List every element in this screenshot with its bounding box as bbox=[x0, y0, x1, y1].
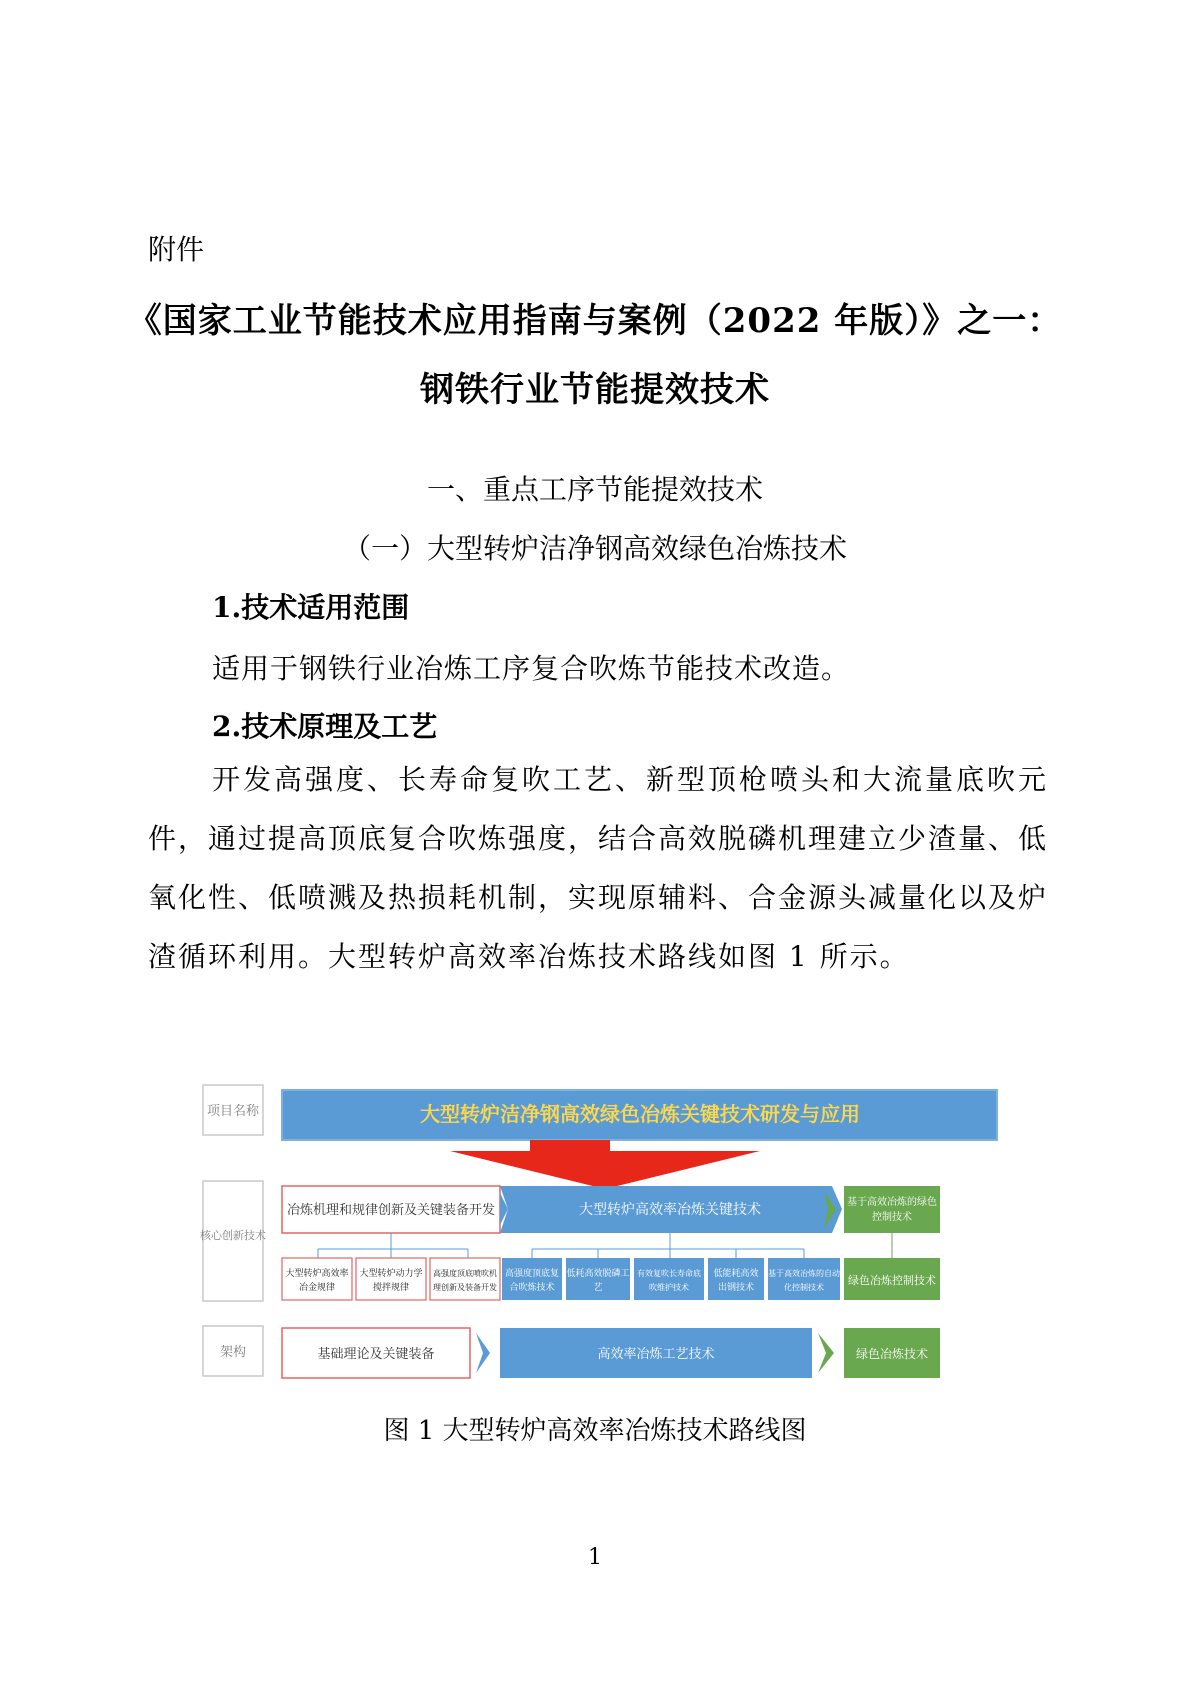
left-item-2-line1: 大型转炉动力学 bbox=[359, 1269, 423, 1279]
section-heading: 一、重点工序节能提效技术 bbox=[426, 473, 763, 506]
document-title-line2: 钢铁行业节能提效技术 bbox=[420, 370, 770, 410]
arch-right-box: 绿色冶炼技术 bbox=[855, 1347, 929, 1361]
item2-paragraph: 开发高强度、长寿命复吹工艺、新型顶枪喷头和大流量底吹元件，通过提高顶底复合吹炼强度，结合高效脱磷机理建立少渣量、低氧化性、低喷溅及热损耗机制，实现原辅料、合金源头减量化以及炉渣循环利用。大型转炉高效率冶炼技术路线如图 1 所示。 bbox=[148, 763, 1049, 973]
item1-heading: 1.技术适用范围 bbox=[212, 591, 410, 624]
mid-item-4-line2: 出钢技术 bbox=[717, 1283, 755, 1293]
row-label-architecture: 架构 bbox=[219, 1345, 247, 1360]
project-title: 大型转炉洁净钢高效绿色冶炼关键技术研发与应用 bbox=[420, 1102, 860, 1126]
attachment-label: 附件 bbox=[148, 233, 205, 266]
technology-roadmap-figure bbox=[200, 1083, 1000, 1388]
left-item-3-line1: 高强度顶底喷吹机 bbox=[433, 1269, 497, 1278]
left-item-1-line2: 冶金规律 bbox=[298, 1283, 336, 1293]
red-down-arrow bbox=[450, 1140, 760, 1189]
arch-left-box: 基础理论及关键装备 bbox=[317, 1347, 435, 1362]
right-item: 绿色冶炼控制技术 bbox=[848, 1274, 936, 1287]
core-left-box: 冶炼机理和规律创新及关键装备开发 bbox=[286, 1203, 496, 1218]
item1-text: 适用于钢铁行业冶炼工序复合吹炼节能技术改造。 bbox=[212, 652, 851, 685]
mid-item-3-line1: 有效复吹长寿命底 bbox=[637, 1269, 701, 1278]
arch-mid-box: 高效率冶炼工艺技术 bbox=[597, 1347, 715, 1362]
core-mid-box: 大型转炉高效率冶炼关键技术 bbox=[579, 1202, 761, 1218]
item2-heading: 2.技术原理及工艺 bbox=[212, 710, 438, 743]
chevron-icon bbox=[818, 1333, 834, 1373]
mid-item-4-line1: 低能耗高效 bbox=[713, 1269, 759, 1279]
mid-item-2-line1: 低耗高效脱磷工 bbox=[566, 1269, 630, 1279]
subsection-heading: （一）大型转炉洁净钢高效绿色冶炼技术 bbox=[342, 532, 847, 565]
left-item-2-line2: 搅拌规律 bbox=[372, 1283, 410, 1293]
row-label-core: 核心创新技术 bbox=[200, 1229, 266, 1242]
figure-caption: 图 1 大型转炉高效率冶炼技术路线图 bbox=[383, 1416, 807, 1446]
chevron-icon bbox=[476, 1333, 490, 1373]
page-number: 1 bbox=[588, 1545, 602, 1570]
core-right-line2: 控制技术 bbox=[872, 1212, 912, 1223]
core-right-line1: 基于高效冶炼的绿色 bbox=[847, 1197, 937, 1208]
mid-item-5-line2: 化控制技术 bbox=[784, 1283, 824, 1292]
document-title-line1: 《国家工业节能技术应用指南与案例（2022 年版）》之一： bbox=[127, 301, 1063, 341]
mid-item-5-line1: 基于高效冶炼的自动 bbox=[768, 1269, 840, 1278]
mid-item-1-line1: 高强度顶底复 bbox=[504, 1269, 560, 1279]
mid-item-3-line2: 吹维护技术 bbox=[649, 1283, 689, 1292]
left-item-1-line1: 大型转炉高效率 bbox=[285, 1269, 349, 1279]
left-item-3-line2: 理创新及装备开发 bbox=[433, 1283, 497, 1292]
row-label-project: 项目名称 bbox=[206, 1104, 260, 1119]
mid-item-1-line2: 合吹炼技术 bbox=[509, 1283, 555, 1293]
mid-item-2-line2: 艺 bbox=[593, 1283, 603, 1293]
